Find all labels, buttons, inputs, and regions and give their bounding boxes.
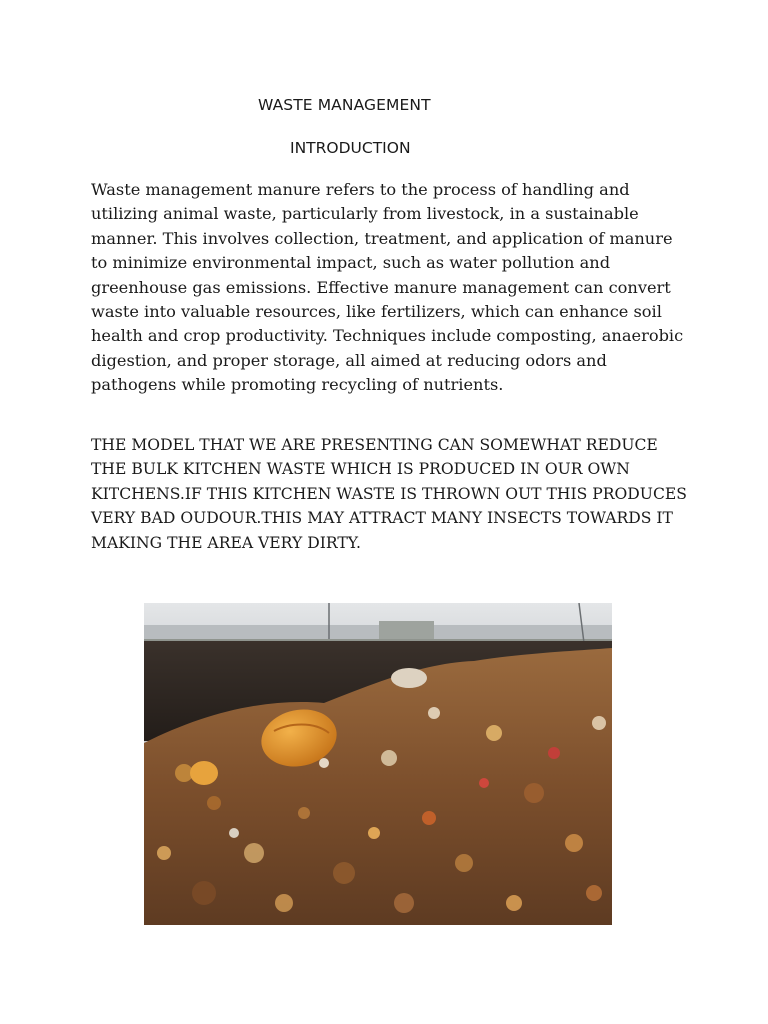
section-heading: INTRODUCTION bbox=[290, 139, 411, 157]
model-paragraph: THE MODEL THAT WE ARE PRESENTING CAN SOMEWHAT REDUCE THE BULK KITCHEN WASTE WHICH IS PRODUCED IN OUR OWN KITCHENS.IF THIS KITCHEN WASTE IS THROWN OUT THIS PRODUCES VERY BAD OUDOUR.THIS MAY ATTRACT MANY INSECTS TOWARDS IT MAKING THE AREA VERY DIRTY. bbox=[91, 436, 687, 552]
intro-paragraph: Waste management manure refers to the process of handling and utilizing animal waste, particularly from livestock, in a sustainable manner. This involves collection, treatment, and application of manure to minimize environmental impact, such as water pollution and greenhouse gas emissions. Effective manure management can convert waste into valuable resources, like fertilizers, which can enhance soil health and crop productivity. Techniques include composting, anaerobic digestion, and proper storage, all aimed at reducing odors and pathogens while promoting recycling of nutrients. bbox=[91, 180, 684, 395]
compost-heap-illustration bbox=[144, 603, 612, 925]
compost-photo bbox=[144, 603, 612, 925]
document-title: WASTE MANAGEMENT bbox=[258, 96, 431, 114]
